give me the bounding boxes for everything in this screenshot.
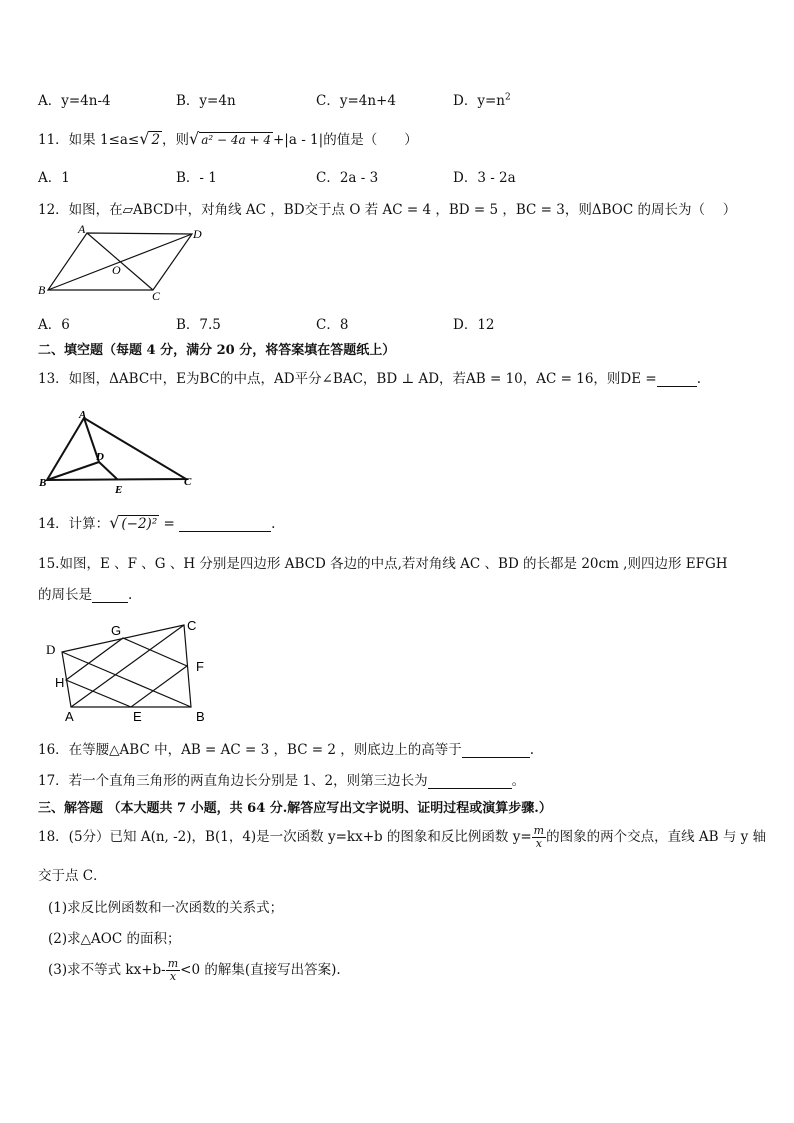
q15-label-e: E xyxy=(133,709,142,724)
q15-end: . xyxy=(128,587,133,603)
q13-triangle-figure xyxy=(36,404,206,496)
q13-segment-de xyxy=(99,462,117,479)
q15-label-d: D xyxy=(46,642,56,657)
q11-prefix: 11．如果 1≤a≤ xyxy=(38,132,140,148)
q11-option-a: A．1 xyxy=(38,170,70,186)
q12-label-d: D xyxy=(193,227,202,241)
q15-quadrilateral-efgh xyxy=(66,638,187,707)
q18-stem-line1 xyxy=(38,825,766,850)
q18-sub-2: (2)求△AOC 的面积； xyxy=(48,931,181,947)
q15-label-f: F xyxy=(196,659,204,674)
q13-label-c: C xyxy=(184,476,192,488)
q11-option-c: C．2a - 3 xyxy=(316,170,379,186)
q12-stem: 12．如图，在▱ABCD中，对角线 AC ，BD交于点 O 若 AC = 4 ，BD = 5 ，BC = 3，则ΔBOC 的周长为（ ） xyxy=(38,202,737,218)
section-2-heading: 二、填空题（每题 4 分，满分 20 分，将答案填在答题纸上） xyxy=(38,343,396,358)
q18-line1-a: 18．(5分）已知 A(n, -2)，B(1，4)是一次函数 y=kx+b 的图象和反比例函数 y= xyxy=(38,829,532,845)
q14-answer-blank xyxy=(179,515,271,532)
q15-answer-blank xyxy=(92,586,128,603)
q13-label-b: B xyxy=(39,477,47,489)
q13-end: . xyxy=(696,371,701,387)
q12-parallelogram-figure xyxy=(30,222,220,304)
q16-stem-text: 16．在等腰△ABC 中，AB = AC = 3 ，BC = 2 ，则底边上的高等于 xyxy=(38,742,462,758)
q12-label-b: B xyxy=(38,283,46,297)
q13-label-a: A xyxy=(79,409,87,421)
q18-sub-3 xyxy=(48,958,341,983)
q12-option-b: B．7.5 xyxy=(176,317,221,333)
q16-stem xyxy=(38,738,534,758)
q16-end: . xyxy=(529,742,535,758)
q12-option-a: A．6 xyxy=(38,317,70,333)
q18-stem-line2: 交于点 C． xyxy=(38,868,107,884)
q11-stem: 11．如果 1≤a≤√ 2 ，则√ a² − 4a + 4 +|a - 1|的值是（ ） xyxy=(38,129,418,148)
q18-line1-b: 的图象的两个交点，直线 AB 与 y 轴 xyxy=(546,829,767,845)
q18-sub3-fraction-den: x xyxy=(169,970,177,983)
q10-option-d xyxy=(453,89,511,109)
q11-mid: ，则 xyxy=(162,132,190,148)
q11-option-d: D．3 - 2a xyxy=(453,170,516,186)
q18-fraction-den: x xyxy=(535,837,542,850)
q15-label-h: H xyxy=(55,675,65,690)
q10-option-a: A．y=4n-4 xyxy=(38,93,111,109)
q12-diagonal-bd xyxy=(48,234,192,290)
q18-sub3-fraction-num: m xyxy=(167,957,179,970)
q11-suffix: +|a - 1|的值是（ ） xyxy=(273,132,418,148)
q13-triangle xyxy=(47,418,186,480)
q10-option-d-text: D．y=n xyxy=(453,93,505,109)
section-3-heading: 三、解答题 （本大题共 7 小题，共 64 分.解答应写出文字说明、证明过程或演算步骤.） xyxy=(38,801,552,816)
q16-answer-blank xyxy=(462,741,530,758)
q17-end: 。 xyxy=(511,773,526,789)
q13-label-d: D xyxy=(96,451,104,463)
q18-sub-1: (1)求反比例函数和一次函数的关系式； xyxy=(48,900,284,916)
q14-end: . xyxy=(271,516,276,532)
q13-stem-text: 13．如图，ΔABC中，E为BC的中点，AD平分∠BAC，BD ⊥ AD，若AB = 10，AC = 16，则DE = xyxy=(38,371,657,387)
q18-fraction xyxy=(532,825,546,850)
q10-option-c: C．y=4n+4 xyxy=(316,93,396,109)
q13-answer-blank xyxy=(657,370,697,387)
q18-sub3-b: <0 的解集(直接写出答案). xyxy=(180,962,341,978)
q17-stem xyxy=(38,769,525,789)
q12-option-c: C．8 xyxy=(316,317,349,333)
q15-stem-line1: 15.如图，E 、F 、G 、H 分别是四边形 ABCD 各边的中点,若对角线 AC 、BD 的长都是 20cm ,则四边形 EFGH xyxy=(38,556,728,572)
q15-line2-text: 的周长是 xyxy=(38,587,92,603)
q17-answer-blank xyxy=(428,772,512,789)
q12-label-c: C xyxy=(152,289,161,303)
q13-stem xyxy=(38,367,701,387)
q15-stem-line2 xyxy=(38,583,132,603)
q15-label-a: A xyxy=(65,709,74,724)
q12-label-o: O xyxy=(112,263,121,277)
q12-label-a: A xyxy=(78,222,86,236)
q14-radicand: (−2)² xyxy=(121,516,158,532)
q15-label-c: C xyxy=(187,618,197,633)
q18-fraction-num: m xyxy=(533,824,545,837)
q11-sqrt2: 2 xyxy=(151,132,161,148)
q15-quadrilateral-figure xyxy=(38,614,218,726)
q14-eq: = xyxy=(163,516,175,532)
q17-stem-text: 17．若一个直角三角形的两直角边长分别是 1、2，则第三边长为 xyxy=(38,773,428,789)
q14-stem: 14．计算：√ (−2)² = . xyxy=(38,513,276,532)
q18-sub3-fraction xyxy=(166,958,180,983)
q13-segment-bd xyxy=(47,462,99,480)
q15-label-b: B xyxy=(196,709,205,724)
q12-option-d: D．12 xyxy=(453,317,495,333)
q11-option-b: B．- 1 xyxy=(176,170,217,186)
q14-prefix: 14．计算： xyxy=(38,516,110,532)
q11-radicand: a² − 4a + 4 xyxy=(201,133,271,147)
q13-label-e: E xyxy=(115,484,123,496)
q15-label-g: G xyxy=(111,623,122,638)
q18-sub3-a: (3)求不等式 kx+b- xyxy=(48,962,166,978)
q10-option-d-sup: 2 xyxy=(504,92,511,103)
q10-option-b: B．y=4n xyxy=(176,93,236,109)
